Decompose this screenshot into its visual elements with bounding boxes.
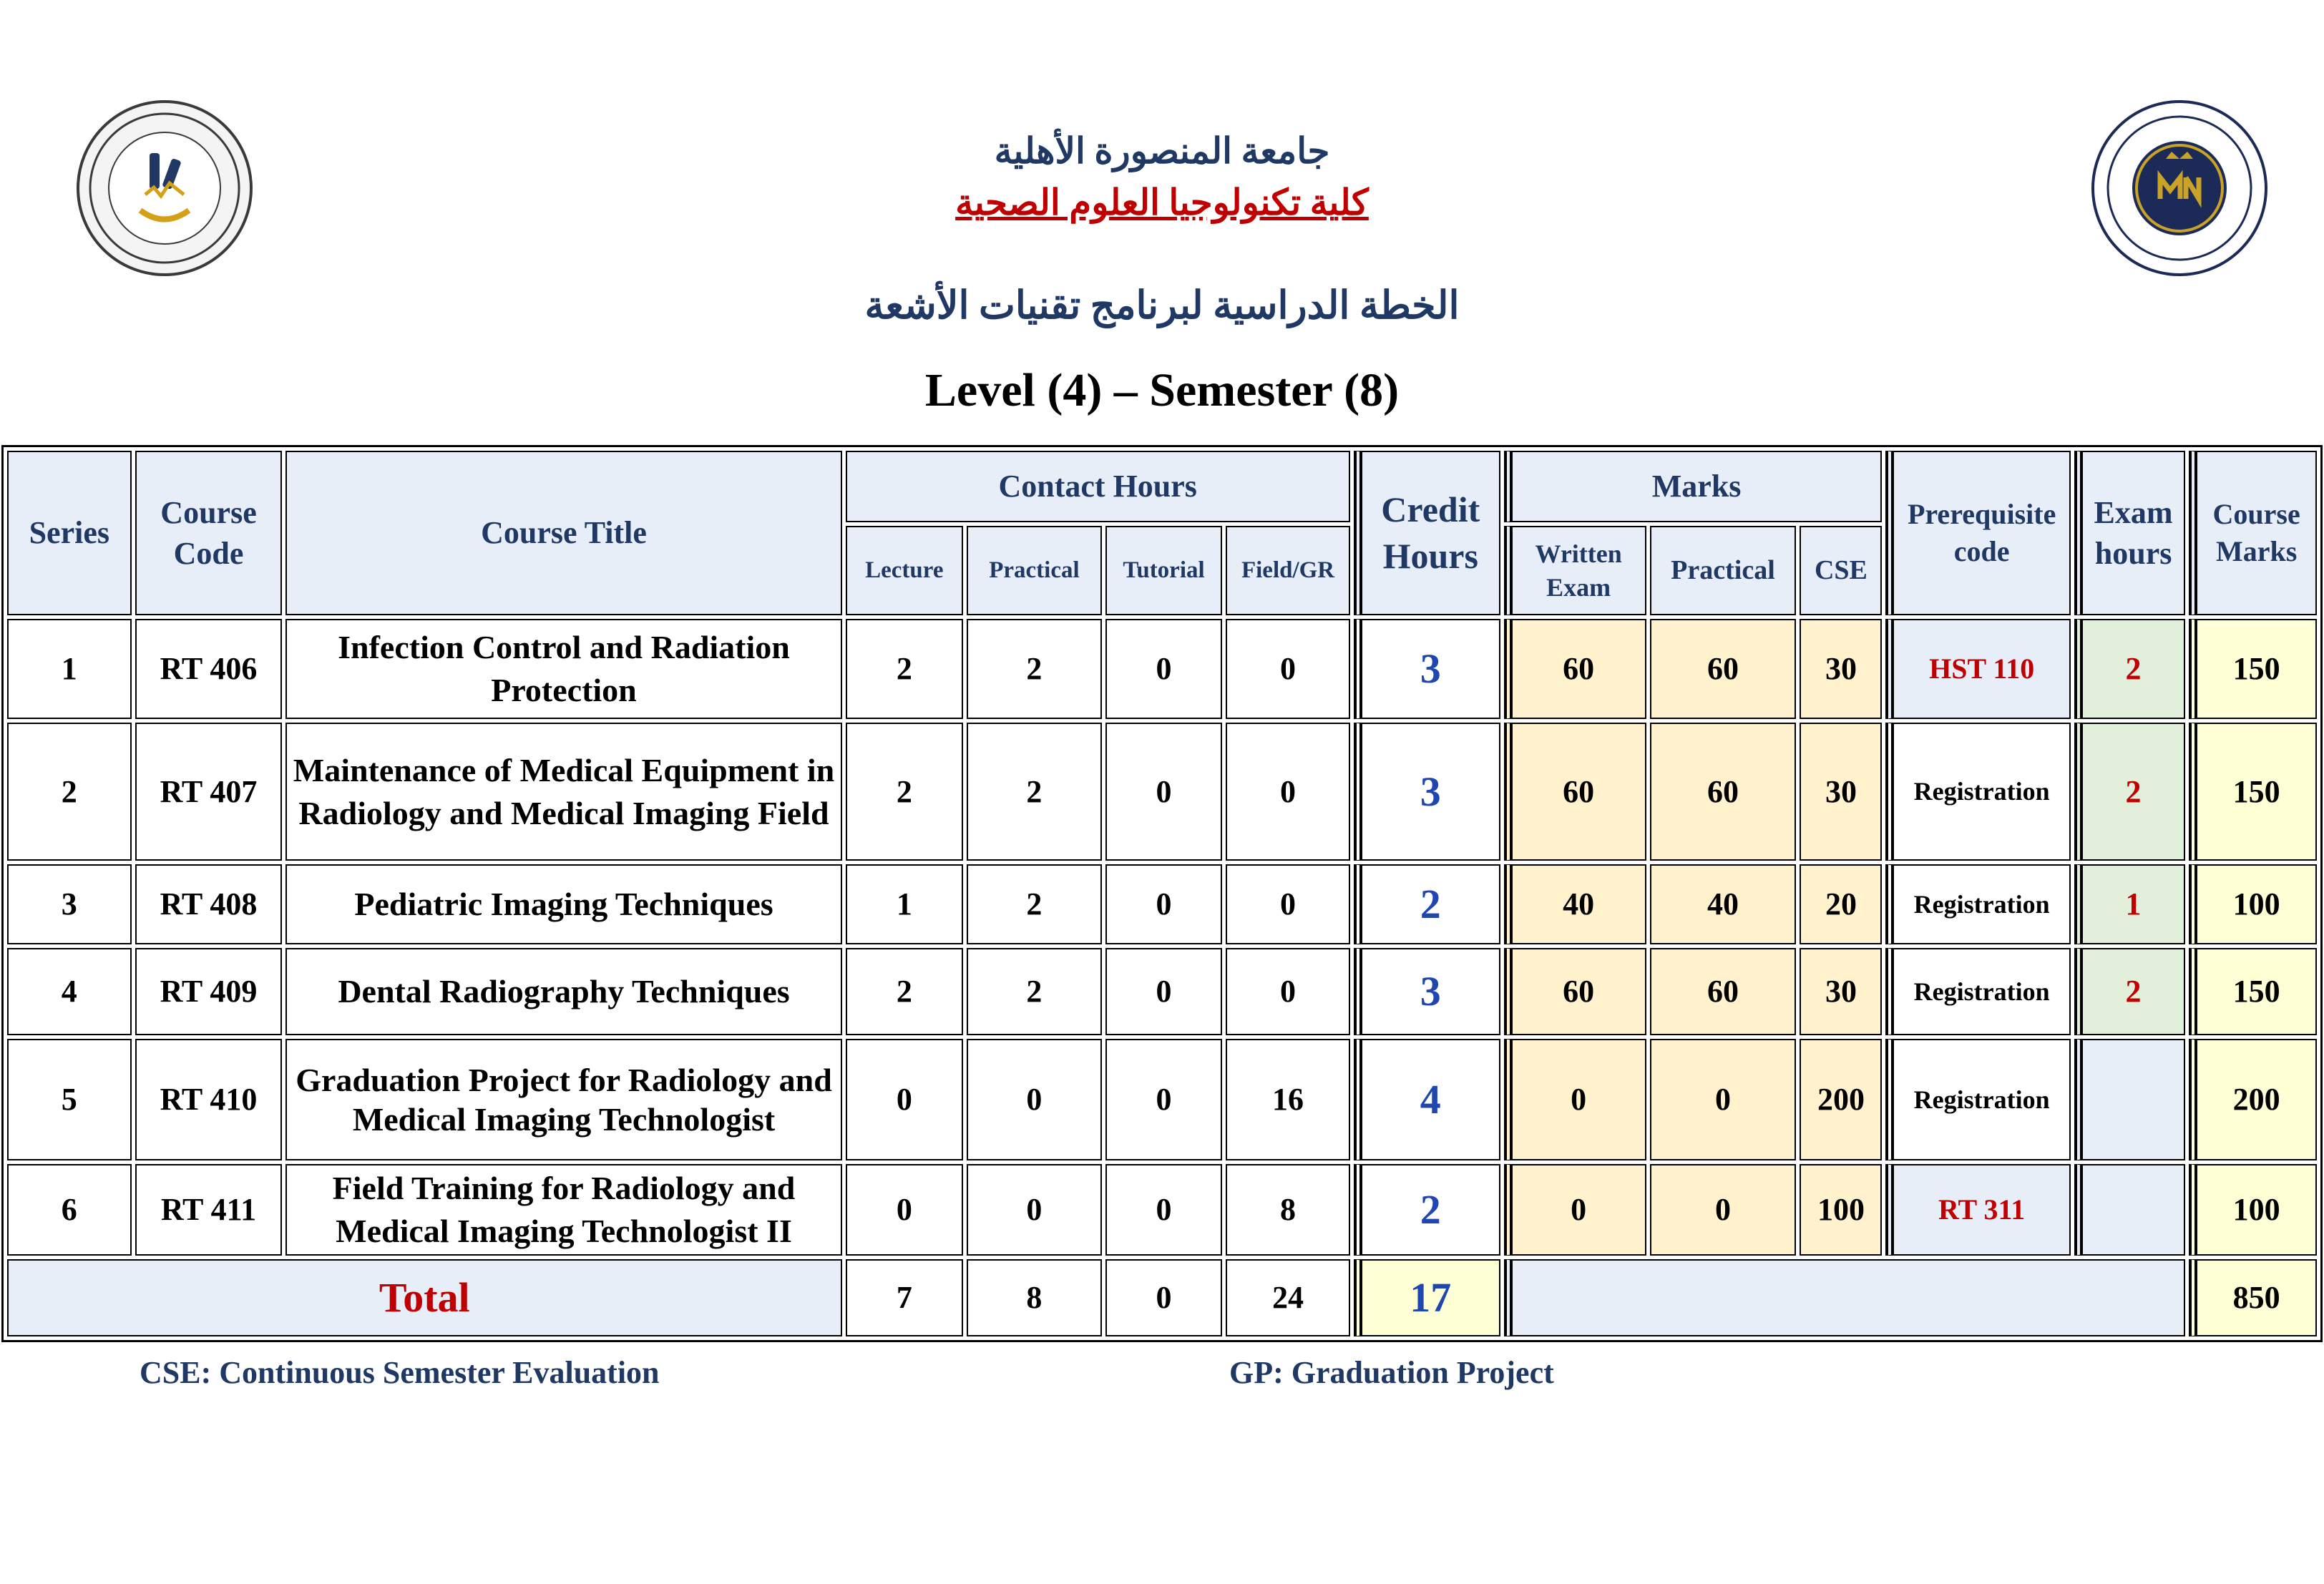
- cell-written-exam: 60: [1504, 948, 1646, 1035]
- cell-written-exam: 40: [1504, 864, 1646, 944]
- cell-practical: 2: [967, 619, 1102, 719]
- cell-tutorial: 0: [1105, 723, 1222, 861]
- cell-cse: 20: [1800, 864, 1882, 944]
- header-exam-hours: Exam hours: [2074, 451, 2185, 615]
- header-row-1: [7, 451, 2317, 522]
- plan-title: الخطة الدراسية لبرنامج تقنيات الأشعة: [864, 284, 1460, 327]
- level-semester-title: Level (4) – Semester (8): [924, 364, 1400, 416]
- table-row: [7, 864, 2317, 944]
- header-marks: Marks: [1504, 451, 1883, 522]
- study-plan-table: [1, 445, 2323, 1342]
- cell-lecture: 2: [846, 723, 964, 861]
- cell-practical: 0: [967, 1039, 1102, 1160]
- cell-field: 0: [1226, 619, 1350, 719]
- total-tutorial: 0: [1105, 1259, 1222, 1336]
- header-cse: CSE: [1800, 526, 1882, 615]
- cell-course-code: RT 409: [135, 948, 283, 1035]
- cell-field: 0: [1226, 948, 1350, 1035]
- cell-course-title: Dental Radiography Techniques: [285, 948, 841, 1035]
- cell-series: 4: [7, 948, 132, 1035]
- cell-credit-hours: 2: [1354, 864, 1500, 944]
- cell-exam-hours: [2074, 1039, 2185, 1160]
- header-series: Series: [7, 451, 132, 615]
- table-row: [7, 1039, 2317, 1160]
- header-marks-practical: Practical: [1650, 526, 1797, 615]
- cell-credit-hours: 4: [1354, 1039, 1500, 1160]
- cell-prerequisite: Registration: [1885, 948, 2070, 1035]
- cell-prerequisite: RT 311: [1885, 1164, 2070, 1256]
- cell-exam-hours: 2: [2074, 723, 2185, 861]
- cell-cse: 30: [1800, 619, 1882, 719]
- table-row: [7, 1164, 2317, 1256]
- header-written-exam: Written Exam: [1504, 526, 1646, 615]
- cell-tutorial: 0: [1105, 864, 1222, 944]
- cell-course-code: RT 411: [135, 1164, 283, 1256]
- cell-course-marks: 100: [2189, 1164, 2317, 1256]
- cell-course-marks: 150: [2189, 619, 2317, 719]
- total-row: [7, 1259, 2317, 1336]
- cell-course-code: RT 406: [135, 619, 283, 719]
- cell-credit-hours: 3: [1354, 619, 1500, 719]
- header-practical: Practical: [967, 526, 1102, 615]
- cell-prerequisite: Registration: [1885, 723, 2070, 861]
- cell-lecture: 2: [846, 948, 964, 1035]
- cell-marks-practical: 60: [1650, 619, 1797, 719]
- cell-exam-hours: 1: [2074, 864, 2185, 944]
- total-practical: 8: [967, 1259, 1102, 1336]
- cell-prerequisite: HST 110: [1885, 619, 2070, 719]
- header-prerequisite: Prerequisite code: [1885, 451, 2070, 615]
- cell-cse: 100: [1800, 1164, 1882, 1256]
- table-row: [7, 948, 2317, 1035]
- cell-credit-hours: 2: [1354, 1164, 1500, 1256]
- header-lecture: Lecture: [846, 526, 964, 615]
- cell-tutorial: 0: [1105, 1039, 1222, 1160]
- cell-cse: 30: [1800, 948, 1882, 1035]
- cell-practical: 0: [967, 1164, 1102, 1256]
- header-field: Field/GR: [1226, 526, 1350, 615]
- cell-lecture: 2: [846, 619, 964, 719]
- cell-course-title: Maintenance of Medical Equipment in Radiology and Medical Imaging Field: [285, 723, 841, 861]
- cell-course-title: Pediatric Imaging Techniques: [285, 864, 841, 944]
- cell-tutorial: 0: [1105, 619, 1222, 719]
- cell-course-marks: 150: [2189, 948, 2317, 1035]
- total-credit-hours: 17: [1354, 1259, 1500, 1336]
- cell-field: 16: [1226, 1039, 1350, 1160]
- cell-practical: 2: [967, 723, 1102, 861]
- total-course-marks: 850: [2189, 1259, 2317, 1336]
- gp-note: GP: Graduation Project: [1229, 1355, 1554, 1390]
- total-marks-empty: [1504, 1259, 2186, 1336]
- header-tutorial: Tutorial: [1105, 526, 1222, 615]
- cell-credit-hours: 3: [1354, 723, 1500, 861]
- cell-series: 5: [7, 1039, 132, 1160]
- cell-marks-practical: 40: [1650, 864, 1797, 944]
- total-field: 24: [1226, 1259, 1350, 1336]
- header-course-marks: Course Marks: [2189, 451, 2317, 615]
- total-label: Total: [7, 1259, 842, 1336]
- cell-marks-practical: 60: [1650, 723, 1797, 861]
- cell-tutorial: 0: [1105, 1164, 1222, 1256]
- cell-prerequisite: Registration: [1885, 864, 2070, 944]
- cell-course-title: Graduation Project for Radiology and Medical Imaging Technologist: [285, 1039, 841, 1160]
- cell-field: 0: [1226, 723, 1350, 861]
- cell-course-code: RT 407: [135, 723, 283, 861]
- cell-marks-practical: 60: [1650, 948, 1797, 1035]
- cell-series: 2: [7, 723, 132, 861]
- cell-tutorial: 0: [1105, 948, 1222, 1035]
- cell-exam-hours: [2074, 1164, 2185, 1256]
- cell-lecture: 0: [846, 1164, 964, 1256]
- header-credit-hours: Credit Hours: [1354, 451, 1500, 615]
- cell-prerequisite: Registration: [1885, 1039, 2070, 1160]
- cell-course-code: RT 410: [135, 1039, 283, 1160]
- university-name: جامعة المنصورة الأهلية: [994, 131, 1330, 171]
- header-course-code: Course Code: [135, 451, 283, 615]
- cell-series: 3: [7, 864, 132, 944]
- cell-course-marks: 100: [2189, 864, 2317, 944]
- cell-marks-practical: 0: [1650, 1164, 1797, 1256]
- cell-practical: 2: [967, 864, 1102, 944]
- cell-lecture: 1: [846, 864, 964, 944]
- cell-course-title: Field Training for Radiology and Medical Imaging Technologist II: [285, 1164, 841, 1256]
- cell-series: 6: [7, 1164, 132, 1256]
- faculty-name: كلية تكنولوجيا العلوم الصحية: [955, 182, 1369, 223]
- cell-practical: 2: [967, 948, 1102, 1035]
- cse-note: CSE: Continuous Semester Evaluation: [140, 1355, 660, 1390]
- cell-field: 0: [1226, 864, 1350, 944]
- cell-written-exam: 60: [1504, 619, 1646, 719]
- cell-written-exam: 60: [1504, 723, 1646, 861]
- header-course-title: Course Title: [285, 451, 841, 615]
- cell-written-exam: 0: [1504, 1039, 1646, 1160]
- cell-field: 8: [1226, 1164, 1350, 1256]
- cell-cse: 200: [1800, 1039, 1882, 1160]
- table-row: [7, 619, 2317, 719]
- cell-credit-hours: 3: [1354, 948, 1500, 1035]
- cell-exam-hours: 2: [2074, 619, 2185, 719]
- cell-written-exam: 0: [1504, 1164, 1646, 1256]
- table-row: [7, 723, 2317, 861]
- cell-lecture: 0: [846, 1039, 964, 1160]
- cell-course-marks: 150: [2189, 723, 2317, 861]
- total-lecture: 7: [846, 1259, 964, 1336]
- cell-series: 1: [7, 619, 132, 719]
- cell-course-marks: 200: [2189, 1039, 2317, 1160]
- header-contact-hours: Contact Hours: [846, 451, 1350, 522]
- cell-marks-practical: 0: [1650, 1039, 1797, 1160]
- cell-exam-hours: 2: [2074, 948, 2185, 1035]
- cell-course-code: RT 408: [135, 864, 283, 944]
- cell-course-title: Infection Control and Radiation Protection: [285, 619, 841, 719]
- cell-cse: 30: [1800, 723, 1882, 861]
